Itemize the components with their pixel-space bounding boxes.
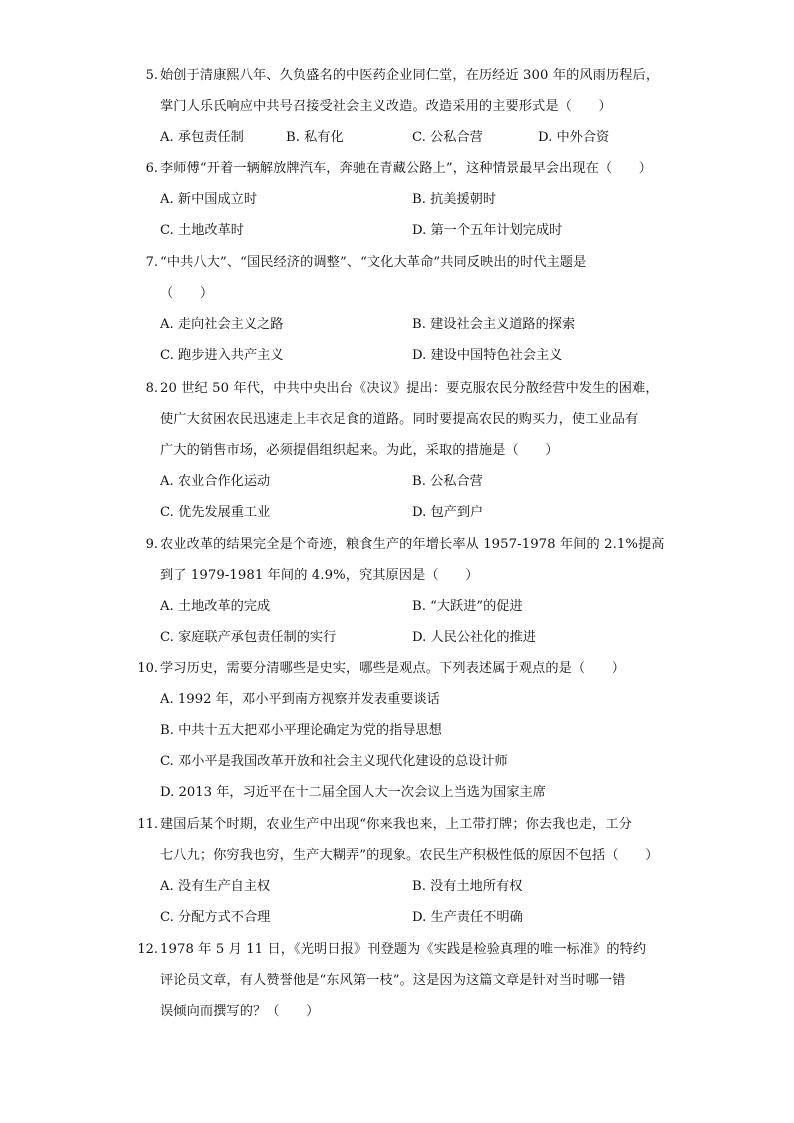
question-text-line: 李师傅“开着一辆解放牌汽车，奔驰在青藏公路上”，这种情景最早会出现在（ ） [160,161,653,176]
question-number: 12. [137,942,158,957]
question-number: 9. [145,537,158,552]
option-a: A. 新中国成立时 [160,192,258,207]
question-text-line: “中共八大”、“国民经济的调整”、“文化大革命”共同反映出的时代主题是 [160,255,587,270]
question-text-line: 1978 年 5 月 11 日，《光明日报》刊登题为《实践是检验真理的唯一标准》的特约 [160,942,647,957]
option-d: D. 人民公社化的推进 [412,630,536,645]
option-b: B. 公私合营 [412,474,483,489]
option-d: D. 第一个五年计划完成时 [412,223,563,238]
option-d: D. 2013 年，习近平在十二届全国人大一次会议上当选为国家主席 [160,785,546,800]
question-text-line: 到了 1979-1981 年间的 4.9%，究其原因是（ ） [160,568,479,583]
option-c: C. 分配方式不合理 [160,910,271,925]
option-c: C. 家庭联产承包责任制的实行 [160,630,337,645]
question-text-line: 掌门人乐氏响应中共号召接受社会主义改造。改造采用的主要形式是（ ） [160,99,612,114]
option-d: D. 包产到户 [412,505,484,520]
option-b: B. “大跃进”的促进 [412,599,523,614]
option-c: C. 跑步进入共产主义 [160,348,284,363]
option-c: C. 邓小平是我国改革开放和社会主义现代化建设的总设计师 [160,754,508,769]
question-text-line: 农业改革的结果完全是个奇迹，粮食生产的年增长率从 1957-1978 年间的 2.1%提高 [160,537,665,552]
option-a: A. 走向社会主义之路 [160,317,284,332]
option-c: C. 优先发展重工业 [160,505,271,520]
option-c: C. 公私合营 [412,130,483,145]
question-text-line: 广大的销售市场，必须提倡组织起来。为此，采取的措施是（ ） [160,443,559,458]
option-a: A. 土地改革的完成 [160,599,271,614]
question-number: 5. [145,68,158,83]
option-a: A. 1992 年，邓小平到南方视察并发表重要谈话 [160,692,440,707]
option-a: A. 承包责任制 [160,130,244,145]
option-b: B. 建设社会主义道路的探索 [412,317,576,332]
question-text-line: 始创于清康熙八年、久负盛名的中医药企业同仁堂，在历经近 300 年的风雨历程后， [160,68,660,83]
option-b: B. 私有化 [286,130,344,145]
question-text-line: 七八九；你穷我也穷，生产大糊弄”的现象。农民生产积极性低的原因不包括（ ） [160,848,659,863]
option-d: D. 中外合资 [538,130,610,145]
question-text-line: 误倾向而撰写的？（ ） [160,1004,320,1019]
question-text-line: （ ） [160,286,214,301]
question-number: 7. [145,255,158,270]
option-a: A. 没有生产自主权 [160,879,271,894]
option-a: A. 农业合作化运动 [160,474,271,489]
option-b: B. 中共十五大把邓小平理论确定为党的指导思想 [160,723,442,738]
question-number: 8. [145,381,158,396]
question-number: 11. [137,817,158,832]
question-text-line: 建国后某个时期，农业生产中出现“你来我也来，上工带打牌；你去我也走，工分 [160,817,632,832]
option-b: B. 没有土地所有权 [412,879,523,894]
question-text-line: 评论员文章，有人赞誉他是“东风第一枝”。这是因为这篇文章是针对当时哪一错 [160,973,626,988]
option-d: D. 建设中国特色社会主义 [412,348,563,363]
option-d: D. 生产责任不明确 [412,910,523,925]
question-text-line: 20 世纪 50 年代，中共中央出台《决议》提出：要克服农民分散经营中发生的困难， [160,381,659,396]
question-number: 10. [137,661,158,676]
question-text-line: 学习历史，需要分清哪些是史实，哪些是观点。下列表述属于观点的是（ ） [160,661,626,676]
option-c: C. 土地改革时 [160,223,244,238]
question-text-line: 使广大贫困农民迅速走上丰衣足食的道路。同时要提高农民的购买力，使工业品有 [160,412,639,427]
option-b: B. 抗美援朝时 [412,192,497,207]
question-number: 6. [145,161,158,176]
